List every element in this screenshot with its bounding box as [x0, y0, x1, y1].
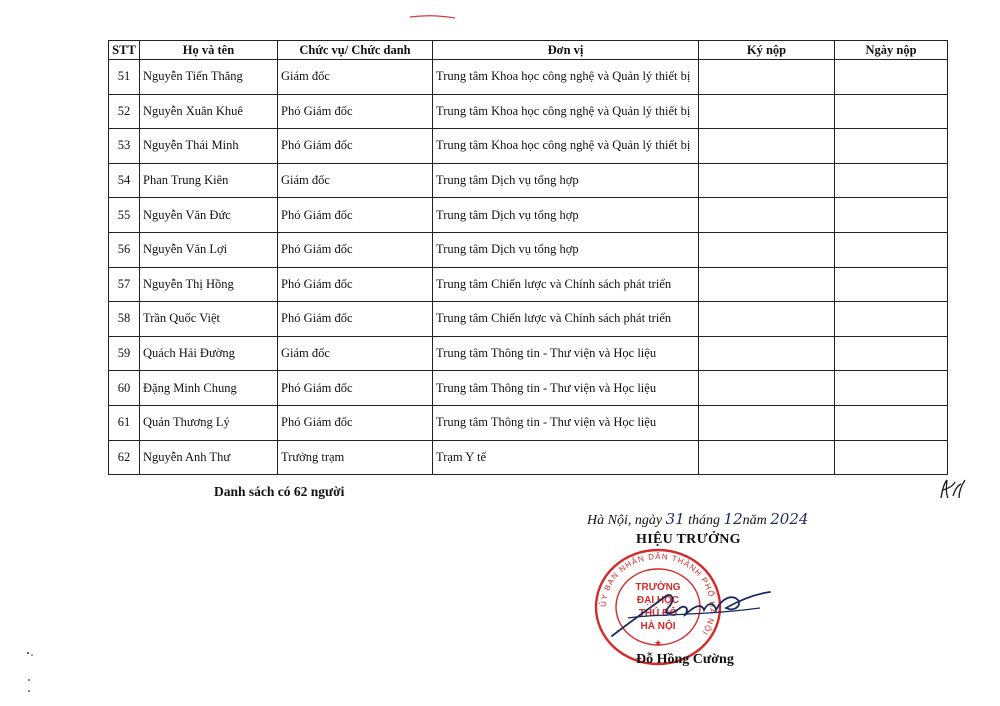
signature-cell — [699, 94, 835, 129]
scan-dots — [24, 650, 36, 695]
position-cell: Trưởng trạm — [278, 440, 433, 475]
signature-cell — [699, 129, 835, 164]
name-cell: Nguyễn Anh Thư — [140, 440, 278, 475]
signature-cell — [699, 267, 835, 302]
signer-name: Đỗ Hồng Cường — [636, 652, 734, 667]
scan-mark — [410, 15, 455, 19]
submit-date-cell — [835, 129, 948, 164]
signature-cell — [699, 163, 835, 198]
stamp-line-4: HÀ NỘI — [640, 621, 676, 632]
submit-date-cell — [835, 198, 948, 233]
submit-date-cell — [835, 336, 948, 371]
handwritten-signature — [610, 578, 780, 642]
stt-cell: 59 — [109, 336, 140, 371]
date-prefix: Hà Nội, ngày — [587, 513, 666, 528]
name-cell: Phan Trung Kiên — [140, 163, 278, 198]
position-cell: Giám đốc — [278, 60, 433, 95]
signature-cell — [699, 232, 835, 267]
date-day: 31 — [665, 510, 685, 528]
stamp-line-1: TRƯỜNG — [635, 582, 681, 593]
submit-date-cell — [835, 232, 948, 267]
table-row — [109, 336, 948, 371]
header-signature: Ký nộp — [699, 41, 835, 60]
submit-date-cell — [835, 94, 948, 129]
unit-cell: Trung tâm Chiến lược và Chính sách phát triển — [433, 267, 699, 302]
unit-cell: Trung tâm Thông tin - Thư viện và Học liệu — [433, 405, 699, 440]
stt-cell: 53 — [109, 129, 140, 164]
position-cell: Phó Giám đốc — [278, 232, 433, 267]
header-name: Họ và tên — [140, 41, 278, 60]
table-row — [109, 129, 948, 164]
stamp-line-3: THỦ ĐÔ — [638, 608, 678, 619]
signer-title: HIỆU TRƯỞNG — [636, 532, 741, 547]
stt-cell: 51 — [109, 60, 140, 95]
submit-date-cell — [835, 302, 948, 337]
date-year: 2024 — [770, 510, 809, 528]
stt-cell: 52 — [109, 94, 140, 129]
unit-cell: Trung tâm Dịch vụ tổng hợp — [433, 198, 699, 233]
submit-date-cell — [835, 405, 948, 440]
signature-cell — [699, 371, 835, 406]
stt-cell: 56 — [109, 232, 140, 267]
submit-date-cell — [835, 60, 948, 95]
stt-cell: 55 — [109, 198, 140, 233]
list-summary: Danh sách có 62 người — [214, 484, 345, 499]
signature-cell — [699, 405, 835, 440]
unit-cell: Trung tâm Khoa học công nghệ và Quản lý thiết bị — [433, 129, 699, 164]
header-date: Ngày nộp — [835, 41, 948, 60]
stt-cell: 54 — [109, 163, 140, 198]
table-row — [109, 163, 948, 198]
table-header-row — [109, 41, 948, 60]
position-cell: Phó Giám đốc — [278, 94, 433, 129]
submit-date-cell — [835, 163, 948, 198]
unit-cell: Trung tâm Thông tin - Thư viện và Học liệu — [433, 336, 699, 371]
table-row — [109, 94, 948, 129]
name-cell: Trần Quốc Việt — [140, 302, 278, 337]
name-cell: Nguyễn Văn Đức — [140, 198, 278, 233]
table-row — [109, 232, 948, 267]
unit-cell: Trung tâm Dịch vụ tổng hợp — [433, 163, 699, 198]
signature-cell — [699, 336, 835, 371]
stt-cell: 62 — [109, 440, 140, 475]
position-cell: Giám đốc — [278, 163, 433, 198]
position-cell: Phó Giám đốc — [278, 405, 433, 440]
initial-mark — [937, 476, 967, 502]
unit-cell: Trung tâm Thông tin - Thư viện và Học liệu — [433, 371, 699, 406]
name-cell: Nguyễn Tiến Thăng — [140, 60, 278, 95]
submit-date-cell — [835, 440, 948, 475]
table-row — [109, 267, 948, 302]
table-row — [109, 405, 948, 440]
stamp-line-2: ĐẠI HỌC — [636, 595, 680, 606]
table-row — [109, 198, 948, 233]
unit-cell: Trung tâm Chiến lược và Chính sách phát triển — [433, 302, 699, 337]
roster-table — [108, 40, 948, 475]
position-cell: Phó Giám đốc — [278, 371, 433, 406]
signature-cell — [699, 60, 835, 95]
name-cell: Quản Thương Lý — [140, 405, 278, 440]
unit-cell: Trạm Y tế — [433, 440, 699, 475]
signature-cell — [699, 198, 835, 233]
name-cell: Đặng Minh Chung — [140, 371, 278, 406]
position-cell: Phó Giám đốc — [278, 198, 433, 233]
submit-date-cell — [835, 267, 948, 302]
name-cell: Nguyễn Thái Minh — [140, 129, 278, 164]
unit-cell: Trung tâm Dịch vụ tổng hợp — [433, 232, 699, 267]
table-row — [109, 302, 948, 337]
name-cell: Nguyễn Văn Lợi — [140, 232, 278, 267]
date-month-word: tháng — [684, 513, 724, 528]
name-cell: Nguyễn Xuân Khuê — [140, 94, 278, 129]
unit-cell: Trung tâm Khoa học công nghệ và Quản lý thiết bị — [433, 94, 699, 129]
stt-cell: 57 — [109, 267, 140, 302]
signature-cell — [699, 440, 835, 475]
unit-cell: Trung tâm Khoa học công nghệ và Quản lý thiết bị — [433, 60, 699, 95]
position-cell: Phó Giám đốc — [278, 129, 433, 164]
stt-cell: 61 — [109, 405, 140, 440]
stt-cell: 58 — [109, 302, 140, 337]
header-position: Chức vụ/ Chức danh — [278, 41, 433, 60]
name-cell: Nguyễn Thị Hồng — [140, 267, 278, 302]
stamp-ring-text: ỦY BAN NHÂN DÂN THÀNH PHỐ HÀ NỘI — [598, 551, 718, 638]
stt-cell: 60 — [109, 371, 140, 406]
header-unit: Đơn vị — [433, 41, 699, 60]
submit-date-cell — [835, 371, 948, 406]
date-year-word: năm — [742, 513, 771, 528]
svg-text:★: ★ — [653, 638, 663, 648]
signature-cell — [699, 302, 835, 337]
table-row — [109, 371, 948, 406]
position-cell: Phó Giám đốc — [278, 267, 433, 302]
date-month: 12 — [723, 510, 743, 528]
date-line — [587, 510, 808, 529]
name-cell: Quách Hải Đường — [140, 336, 278, 371]
table-row — [109, 440, 948, 475]
position-cell: Phó Giám đốc — [278, 302, 433, 337]
table-row — [109, 60, 948, 95]
position-cell: Giám đốc — [278, 336, 433, 371]
header-stt: STT — [109, 41, 140, 60]
